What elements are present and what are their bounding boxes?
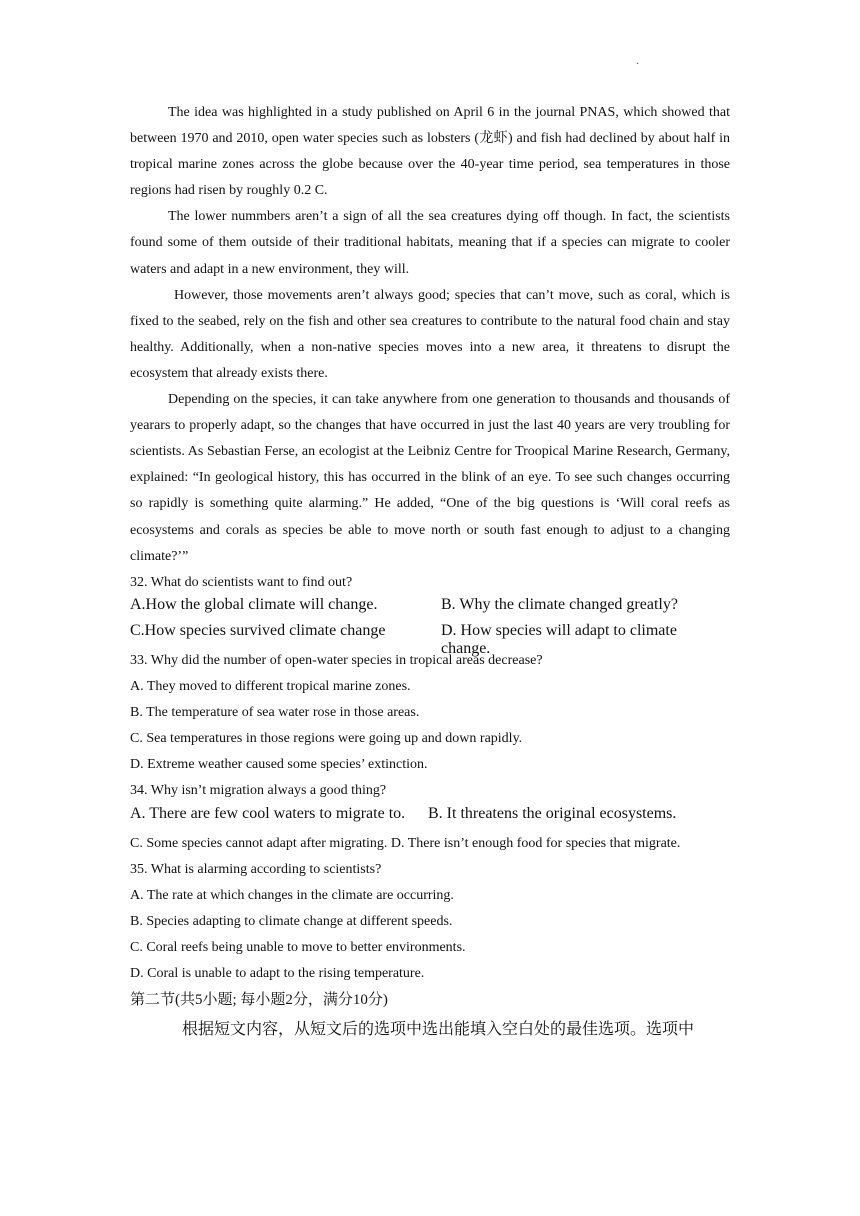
header-mark: .: [636, 53, 639, 67]
passage-paragraph-1: The idea was highlighted in a study published on April 6 in the journal PNAS, which showed that between 1970 and 2010, open water species such as lobsters (龙虾) and fish had declined by about half in tropical marine zones across the globe because over the 40-year time period, sea temperatures in those regions had risen by roughly 0.2 C.: [130, 105, 730, 199]
section-2-instruction: 根据短文内容，从短文后的选项中选出能填入空白处的最佳选项。选项中: [182, 1021, 695, 1039]
passage-paragraph-4: Depending on the species, it can take anywhere from one generation to thousands and thousands of yearars to properly adapt, so the changes that have occurred in just the last 40 years are very troubling for scientists. As Sebastian Ferse, an ecologist at the Leibniz Centre for Troopical Marine Research, Germany, explained: “In geological history, this has occurred in the blink of an eye. To see such changes occurring so rapidly is something quite alarming.” He added, “One of the big questions is ‘Will coral reefs as ecosystems and corals as species be able to move north or south fast enough to adjust to a changing climate?’”: [130, 392, 730, 564]
question-33: [130, 648, 730, 778]
question-32-options-row-2: [130, 621, 730, 657]
question-35-option-c: C. Coral reefs being unable to move to better environments.: [130, 940, 466, 955]
question-35-stem: 35. What is alarming according to scientists?: [130, 861, 382, 877]
question-32-option-c: C.How species survived climate change: [130, 621, 386, 639]
passage-paragraph-2: The lower nummbers aren’t a sign of all the sea creatures dying off though. In fact, the scientists found some of them outside of their traditional habitats, meaning that if a species can migrate to cooler waters and adapt in a new environment, they will.: [130, 209, 730, 277]
question-34-option-b: B. It threatens the original ecosystems.: [428, 804, 677, 822]
page-content: [130, 100, 730, 1047]
question-32-option-d: D. How species will adapt to climate change.: [441, 621, 677, 657]
reading-passage: [130, 100, 730, 570]
question-33-option-a: A. They moved to different tropical marine zones.: [130, 679, 411, 695]
question-34: [130, 778, 730, 856]
question-32: [130, 570, 730, 657]
question-35-option-b: B. Species adapting to climate change at different speeds.: [130, 913, 453, 929]
question-35-option-a: A. The rate at which changes in the climate are occurring.: [130, 887, 454, 903]
passage-paragraph-3: However, those movements aren’t always good; species that can’t move, such as coral, which is fixed to the seabed, rely on the fish and other sea creatures to contribute to the natural food chain and stay healthy. Additionally, when a non-native species moves into a new area, it threatens to disrupt the ecosystem that already exists there.: [130, 287, 730, 381]
question-33-option-b: B. The temperature of sea water rose in those areas.: [130, 705, 420, 721]
question-35: [130, 857, 730, 987]
question-32-option-a: A.How the global climate will change.: [130, 595, 378, 613]
question-35-option-d: D. Coral is unable to adapt to the rising temperature.: [130, 966, 425, 982]
question-32-options-row-1: [130, 596, 730, 622]
question-33-option-c: C. Sea temperatures in those regions were going up and down rapidly.: [130, 731, 523, 747]
section-2: [130, 987, 730, 1047]
section-2-heading: 第二节(共5小题; 每小题2分，满分10分): [130, 992, 388, 1009]
question-32-stem: 32. What do scientists want to find out?: [130, 574, 353, 590]
question-32-option-b: B. Why the climate changed greatly?: [441, 595, 678, 613]
question-34-stem: 34. Why isn’t migration always a good thing?: [130, 783, 387, 799]
question-34-option-a: A. There are few cool waters to migrate to.: [130, 804, 406, 822]
question-33-stem: 33. Why did the number of open-water species in tropical areas decrease?: [130, 652, 543, 668]
question-33-option-d: D. Extreme weather caused some species’ extinction.: [130, 757, 428, 773]
question-34-options-row-1: [130, 805, 730, 831]
question-34-options-c-d: C. Some species cannot adapt after migrating. D. There isn’t enough food for species that migrate.: [130, 835, 681, 851]
